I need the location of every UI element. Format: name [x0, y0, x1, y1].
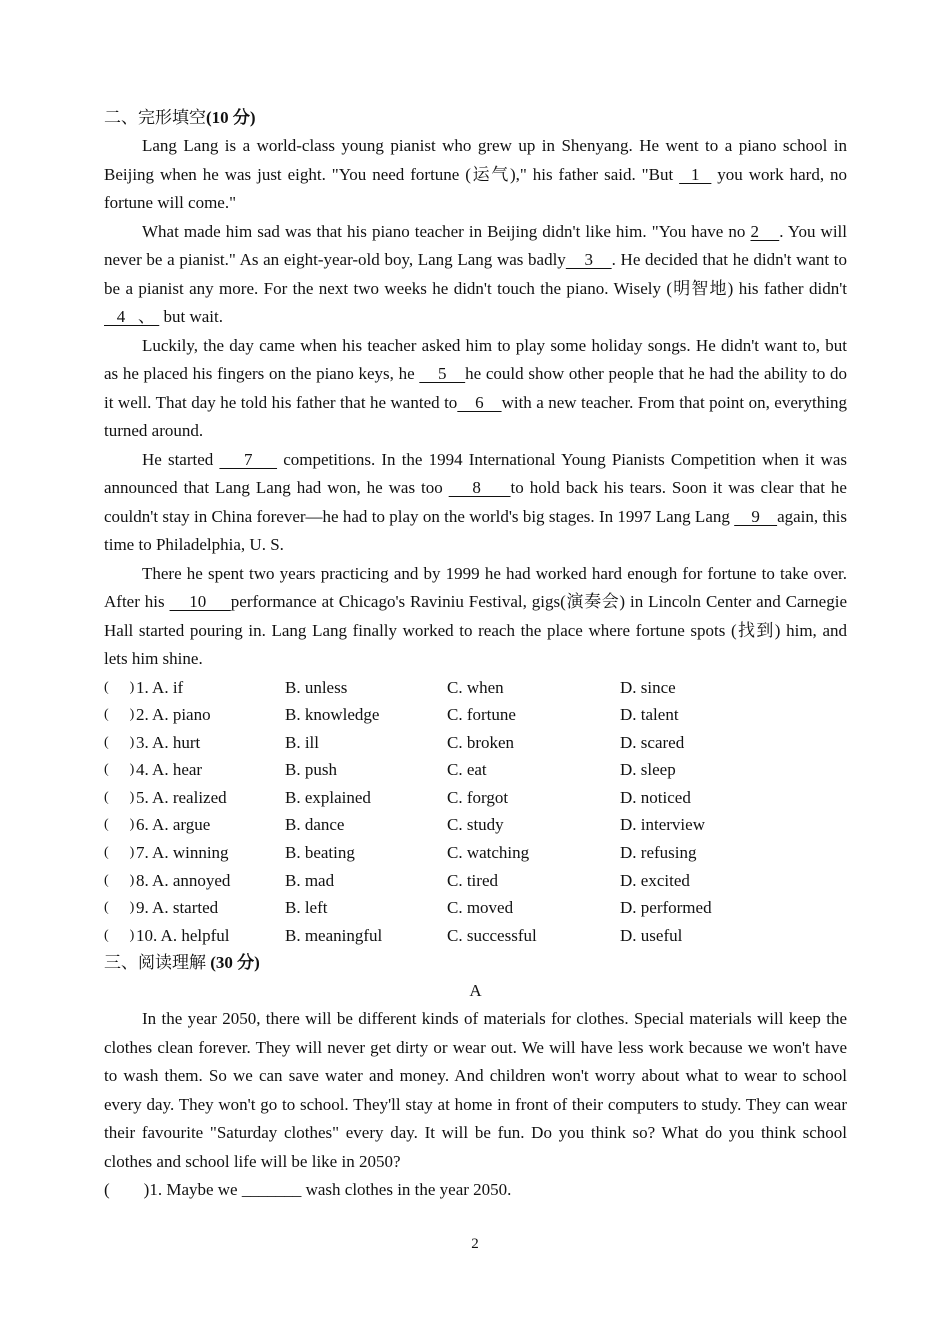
- option-a: 3. A. hurt: [136, 732, 201, 752]
- option-d: D. refusing: [620, 843, 697, 863]
- cloze-blank-2: 2: [750, 221, 780, 241]
- option-b: B. meaningful: [285, 925, 383, 945]
- cloze-paragraph-1: [104, 132, 847, 218]
- option-c: C. when: [447, 677, 504, 697]
- answer-paren: ( ): [104, 927, 135, 943]
- option-row: [104, 839, 847, 867]
- option-a: 9. A. started: [136, 898, 219, 918]
- cloze-paragraph-4: [104, 446, 847, 560]
- option-d: D. useful: [620, 925, 683, 945]
- cloze-blank-4: 4 、: [104, 307, 160, 326]
- answer-paren: ( ): [104, 762, 135, 778]
- option-row: [104, 811, 847, 839]
- document-page: [104, 104, 847, 1205]
- section-3-heading: [104, 949, 847, 977]
- text: There he spent two years practicing and by 1999 he had worked hard enough for fortune to take over. After his: [104, 563, 847, 611]
- section-2-score: (10 分): [206, 108, 256, 127]
- option-c: C. eat: [447, 760, 487, 780]
- answer-paren: ( ): [104, 845, 135, 861]
- option-b: B. knowledge: [285, 705, 380, 725]
- option-c: C. broken: [447, 732, 515, 752]
- cloze-blank-9: 9: [734, 506, 778, 526]
- text: he could show other people that he had the ability to do it well. That day he told his father that he wanted to: [104, 364, 848, 412]
- option-b: B. left: [285, 898, 328, 918]
- option-a: 5. A. realized: [136, 787, 227, 807]
- text: He started: [142, 449, 220, 469]
- option-row: [104, 922, 847, 950]
- option-d: D. sleep: [620, 760, 676, 780]
- cloze-blank-10: 10: [169, 592, 231, 611]
- text: Luckily, the day came when his teacher asked him to play some holiday songs. He didn't want to, but as he placed his fingers on the piano keys, he: [104, 335, 847, 383]
- cloze-options-list: [104, 674, 847, 950]
- text: but wait.: [159, 307, 223, 326]
- option-d: D. since: [620, 677, 676, 697]
- option-row: [104, 894, 847, 922]
- option-b: B. explained: [285, 787, 371, 807]
- cloze-paragraph-5: [104, 560, 847, 674]
- option-d: D. performed: [620, 898, 712, 918]
- option-d: D. noticed: [620, 787, 691, 807]
- cloze-blank-6: 6: [457, 392, 502, 412]
- answer-paren: ( ): [104, 679, 135, 695]
- option-a: 4. A. hear: [136, 760, 203, 780]
- text: What made him sad was that his piano teacher in Beijing didn't like him. "You have no: [142, 221, 751, 241]
- option-a: 1. A. if: [136, 677, 184, 697]
- option-b: B. dance: [285, 815, 345, 835]
- option-b: B. ill: [285, 732, 320, 752]
- option-c: C. watching: [447, 843, 530, 863]
- option-a: 10. A. helpful: [136, 925, 230, 945]
- option-row: [104, 756, 847, 784]
- option-b: B. mad: [285, 870, 335, 890]
- page-number: 2: [471, 1236, 479, 1252]
- answer-paren: ( ): [104, 734, 135, 750]
- section-2-heading: [104, 104, 847, 132]
- option-row: [104, 784, 847, 812]
- section-3-title: 三、阅读理解: [104, 953, 206, 973]
- option-row: [104, 701, 847, 729]
- section-3-score: (30 分): [210, 953, 260, 973]
- option-c: C. successful: [447, 925, 537, 945]
- cloze-blank-3: 3: [565, 250, 612, 269]
- option-c: C. fortune: [447, 705, 516, 725]
- text: again, this time to Philadelphia, U. S.: [104, 506, 848, 554]
- text: . He decided that he didn't want to be a pianist any more. For the next two weeks he didn't touch the piano. Wisely (明智地) his father didn't: [104, 250, 848, 298]
- answer-paren: ( ): [104, 817, 135, 833]
- section-2-title: 二、完形填空: [104, 108, 206, 127]
- cloze-blank-8: 8: [448, 478, 511, 497]
- option-c: C. moved: [447, 898, 514, 918]
- option-row: [104, 867, 847, 895]
- answer-paren: ( ): [104, 872, 135, 888]
- reading-question-1: ( )1. Maybe we _______ wash clothes in the year 2050.: [104, 1180, 512, 1200]
- text: . You will never be a pianist." As an eight-year-old boy, Lang Lang was badly: [104, 221, 847, 269]
- passage-label: A: [469, 981, 482, 1001]
- text: with a new teacher. From that point on, everything turned around.: [104, 392, 847, 440]
- reading-passage-a: In the year 2050, there will be different kinds of materials for clothes. Special materials will keep the clothes clean forever. They will never get dirty or wear out. We will have less work because we won't have to wash them. So we can save water and money. And children won't worry about what to wear to school every day. They won't go to school. They'll stay at home in front of their computers to study. They can wear their favourite "Saturday clothes" every day. It will be fun. Do you think so? What do you think school clothes and school life will be like in 2050?: [104, 1009, 847, 1171]
- option-a: 6. A. argue: [136, 815, 211, 835]
- answer-paren: ( ): [104, 707, 135, 723]
- text: competitions. In the 1994 International Young Pianists Competition when it was announced that Lang Lang had won, he was too: [104, 449, 847, 497]
- answer-paren: ( ): [104, 900, 135, 916]
- option-a: 7. A. winning: [136, 843, 229, 863]
- option-row: [104, 674, 847, 702]
- option-a: 8. A. annoyed: [136, 870, 231, 890]
- text: to hold back his tears. Soon it was clear that he couldn't stay in China forever—he had to play on the world's big stages. In 1997 Lang Lang: [104, 478, 847, 526]
- text: performance at Chicago's Raviniu Festival, gigs(演奏会) in Lincoln Center and Carnegie Hall started pouring in. Lang Lang finally worked to reach the place where fortune spots (找到) him, and lets him shine.: [104, 592, 847, 668]
- answer-paren: ( ): [104, 789, 135, 805]
- option-c: C. study: [447, 815, 504, 835]
- cloze-paragraph-2: [104, 218, 847, 332]
- option-d: D. scared: [620, 732, 685, 752]
- cloze-blank-1: 1: [679, 164, 712, 184]
- cloze-blank-7: 7: [219, 449, 278, 469]
- option-d: D. talent: [620, 705, 679, 725]
- text: you work hard, no fortune will come.": [104, 164, 848, 212]
- cloze-blank-5: 5: [419, 364, 466, 383]
- option-d: D. excited: [620, 870, 690, 890]
- cloze-paragraph-3: [104, 332, 847, 446]
- option-c: C. forgot: [447, 787, 509, 807]
- option-b: B. unless: [285, 677, 348, 697]
- option-b: B. beating: [285, 843, 355, 863]
- option-a: 2. A. piano: [136, 705, 211, 725]
- text: Lang Lang is a world-class young pianist who grew up in Shenyang. He went to a piano school in Beijing when he was just eight. "You need fortune (运气)," his father said. "But: [104, 136, 847, 184]
- option-d: D. interview: [620, 815, 705, 835]
- option-c: C. tired: [447, 870, 498, 890]
- option-row: [104, 729, 847, 757]
- option-b: B. push: [285, 760, 337, 780]
